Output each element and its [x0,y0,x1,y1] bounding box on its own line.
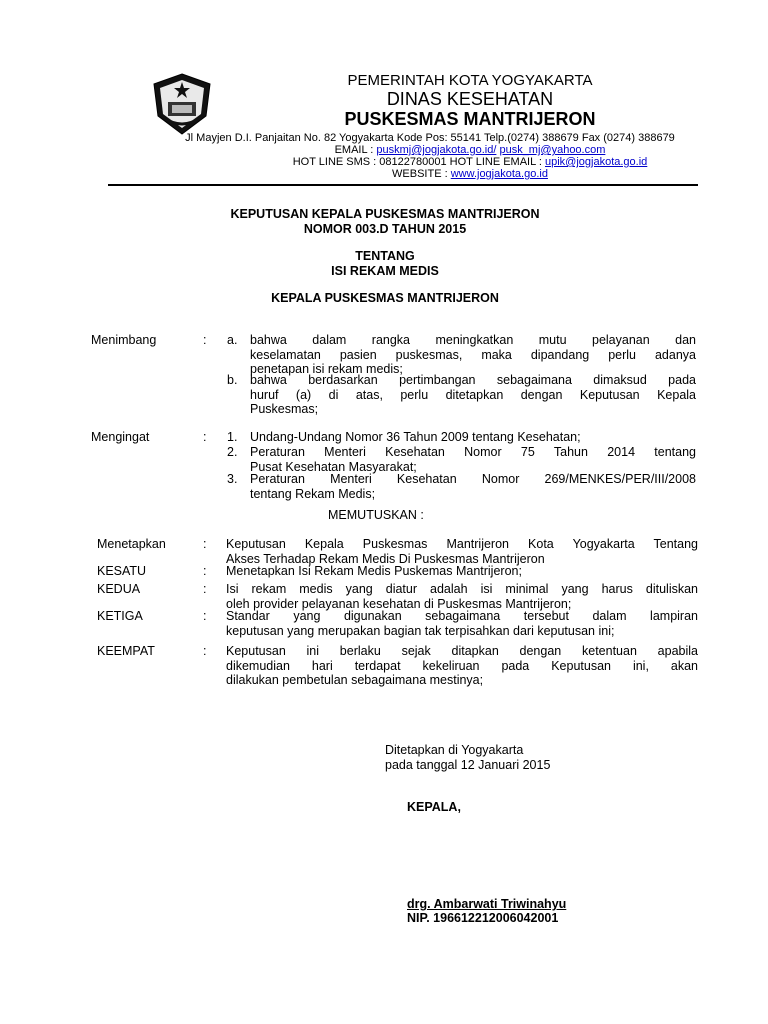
keempat-colon: : [203,644,207,658]
keempat-text: Keputusan ini berlaku sejak ditapkan dengan ketentuan apabila dikemudian hari terdapat kekeliruan pada Keputusan ini, akan dilakukan pembetulan sebagaimana mestinya; [226,644,698,687]
menimbang-b-text: bahwa berdasarkan pertimbangan sebagaimana dimaksud pada huruf (a) di atas, perlu ditetapkan dengan Keputusan Kepala Puskesmas; [250,373,696,416]
decree-issuer: KEPALA PUSKESMAS MANTRIJERON [271,291,499,305]
decree-title: KEPUTUSAN KEPALA PUSKESMAS MANTRIJERON [230,207,540,221]
mengingat-label: Mengingat [91,430,150,444]
mengingat-2-text: Peraturan Menteri Kesehatan Nomor 75 Tahun 2014 tentang Pusat Kesehatan Masyarakat; [250,445,696,474]
menimbang-b-marker: b. [227,373,238,387]
mengingat-2-marker: 2. [227,445,238,459]
kedua-label: KEDUA [97,582,141,596]
hotline-email-link[interactable]: upik@jogjakota.go.id [545,156,648,168]
ketiga-colon: : [203,609,207,623]
menetapkan-label: Menetapkan [97,537,166,551]
signatory-name: drg. Ambarwati Triwinahyu [407,897,567,911]
mengingat-3-text: Peraturan Menteri Kesehatan Nomor 269/MENKES/PER/III/2008 tentang Rekam Medis; [250,472,696,501]
letterhead-institution: PUSKESMAS MANTRIJERON [344,109,596,129]
email-link-1[interactable]: puskmj@jogjakota.go.id/ [376,144,497,156]
kesatu-colon: : [203,564,207,578]
keempat-label: KEEMPAT [97,644,155,658]
letterhead-department: DINAS KESEHATAN [386,89,554,109]
kesatu-text: Menetapkan Isi Rekam Medis Puskemas Mantrijeron; [226,564,522,578]
signature-date: pada tanggal 12 Januari 2015 [385,758,551,772]
signature-place: Ditetapkan di Yogyakarta [385,743,524,757]
mengingat-1-text: Undang-Undang Nomor 36 Tahun 2009 tentang Kesehatan; [250,430,581,444]
menimbang-colon: : [203,333,207,347]
menetapkan-text: Keputusan Kepala Puskesmas Mantrijeron Kota Yogyakarta Tentang Akses Terhadap Rekam Medis Di Puskesmas Mantrijeron [226,537,698,566]
menetapkan-colon: : [203,537,207,551]
mengingat-colon: : [203,430,207,444]
decree-about-label: TENTANG [355,249,415,263]
ketiga-label: KETIGA [97,609,143,623]
decree-number: NOMOR 003.D TAHUN 2015 [303,222,467,236]
mengingat-1-marker: 1. [227,430,238,444]
letterhead-hotline-line: HOT LINE SMS : 08122780001 HOT LINE EMAIL : upik@jogjakota.go.id [292,156,648,168]
menimbang-label: Menimbang [91,333,157,347]
letterhead-divider [108,184,698,186]
email-link-2[interactable]: pusk_mj@yahoo.com [499,144,606,156]
signatory-nip: NIP. 196612212006042001 [407,911,559,925]
city-emblem-logo [150,72,214,136]
letterhead-address: Jl Mayjen D.I. Panjaitan No. 82 Yogyakarta Kode Pos: 55141 Telp.(0274) 388679 Fax (0274) 388679 [185,132,675,144]
letterhead-email-line: EMAIL : puskmj@jogjakota.go.id/ pusk_mj@yahoo.com [334,144,606,156]
website-link[interactable]: www.jogjakota.go.id [450,168,548,180]
kedua-colon: : [203,582,207,596]
kedua-text: Isi rekam medis yang diatur adalah isi minimal yang harus dituliskan oleh provider pelayanan kesehatan di Puskesmas Mantrijeron; [226,582,698,611]
memutuskan-heading: MEMUTUSKAN : [328,508,424,522]
ketiga-text: Standar yang digunakan sebagaimana tersebut dalam lampiran keputusan yang merupakan bagian tak terpisahkan dari keputusan ini; [226,609,698,638]
menimbang-a-text: bahwa dalam rangka meningkatkan mutu pelayanan dan keselamatan pasien puskesmas, maka dipandang perlu adanya penetapan isi rekam medis; [250,333,696,376]
letterhead-website-line: WEBSITE : www.jogjakota.go.id [392,168,548,180]
kesatu-label: KESATU [97,564,147,578]
decree-subject: ISI REKAM MEDIS [331,264,439,278]
mengingat-3-marker: 3. [227,472,238,486]
letterhead-government: PEMERINTAH KOTA YOGYAKARTA [347,72,593,89]
signature-position: KEPALA, [407,800,461,814]
menimbang-a-marker: a. [227,333,238,347]
